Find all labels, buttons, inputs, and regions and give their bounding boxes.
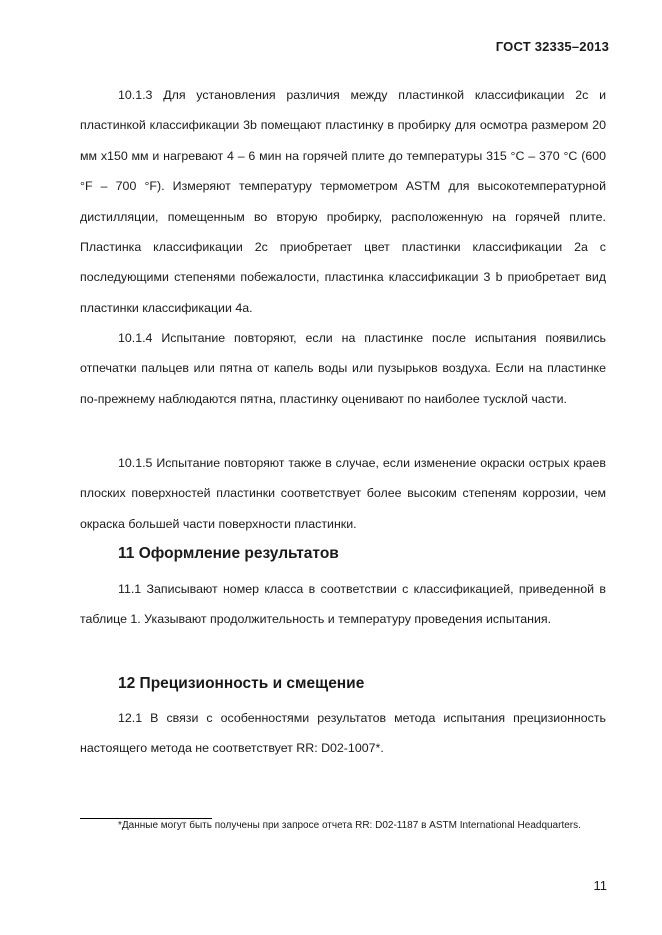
- paragraph-10-1-3: 10.1.3 Для установления различия между пластинкой классификации 2c и пластинкой классификации 3b помещают пластинку в пробирку для осмотра размером 20 мм х150 мм и нагревают 4 – 6 мин на горячей плите до температуры 315 °С – 370 °С (600 °F – 700 °F). Измеряют температуру термометром ASTM для высокотемпературной дистилляции, помещенным во вторую пробирку, расположенную на горячей плите. Пластинка классификации 2c приобретает цвет пластинки классификации 2a с последующими степенями побежалости, пластинка классификации 3 b приобретает вид пластинки классификации 4a.: [80, 88, 606, 315]
- footnote: *Данные могут быть получены при запросе отчета RR: D02-1187 в ASTM International Headquarters.: [118, 820, 581, 831]
- section-heading-11: 11 Оформление результатов: [118, 545, 339, 562]
- section-heading-12: 12 Прецизионность и смещение: [118, 675, 365, 692]
- document-number-header: ГОСТ 32335–2013: [495, 39, 609, 54]
- paragraph-10-1-4: 10.1.4 Испытание повторяют, если на пластинке после испытания появились отпечатки пальцев или пятна от капель воды или пузырьков воздуха. Если на пластинке по-прежнему наблюдаются пятна, пластинку оценивают по наиболее тусклой части.: [80, 331, 606, 406]
- paragraph-10-1-5: 10.1.5 Испытание повторяют также в случае, если изменение окраски острых краев плоских поверхностей пластинки соответствует более высоким степеням коррозии, чем окраска большей части поверхности пластинки.: [80, 456, 606, 531]
- page-number: 11: [593, 878, 607, 893]
- paragraph-12-1: 12.1 В связи с особенностями результатов метода испытания прецизионность настоящего метода не соответствует RR: D02-1007*.: [80, 711, 606, 756]
- paragraph-11-1: 11.1 Записывают номер класса в соответствии с классификацией, приведенной в таблице 1. Указывают продолжительность и температуру проведения испытания.: [80, 582, 606, 627]
